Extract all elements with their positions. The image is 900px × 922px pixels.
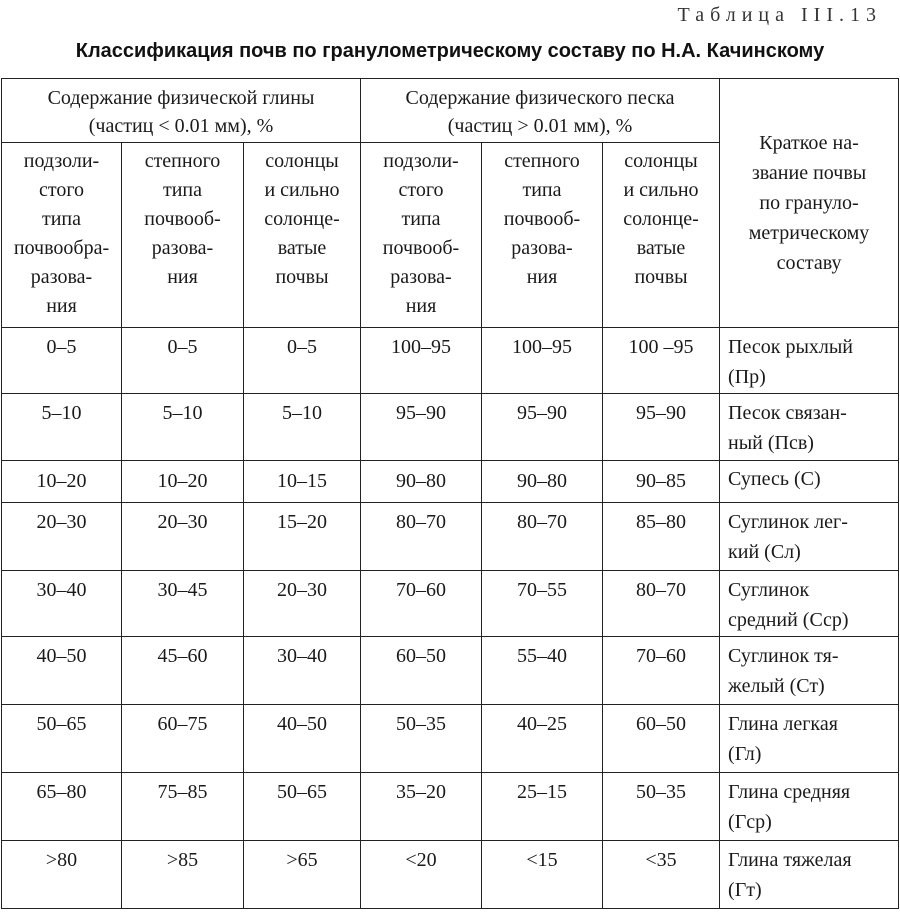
soil-name-line: средний (Сср) — [728, 609, 849, 631]
soil-name-header-line: составу — [776, 252, 842, 274]
header-line: ватые — [277, 237, 327, 259]
table-cell: 75–85 — [122, 773, 244, 841]
header-line: почвы — [634, 266, 688, 288]
table-cell: 10–20 — [122, 461, 244, 503]
soil-name-line: Супесь (С) — [728, 468, 821, 490]
table-cell: 0–5 — [2, 328, 122, 394]
soil-name-cell — [720, 637, 899, 705]
table-cell: 45–60 — [122, 637, 244, 705]
table-cell: 60–50 — [361, 637, 482, 705]
clay-group-header-line: Содержание физической глины — [47, 86, 315, 109]
table-cell: 90–80 — [482, 461, 603, 503]
sand-group-header-line: Содержание физического песка — [405, 86, 675, 109]
table-cell: 40–50 — [244, 705, 361, 773]
header-line: степного — [504, 150, 580, 172]
table-cell: 20–30 — [244, 571, 361, 637]
table-cell: <15 — [482, 841, 603, 909]
table-cell: 5–10 — [244, 394, 361, 461]
soil-name-line: Глина тяжелая — [728, 849, 852, 871]
header-line: типа — [401, 208, 441, 230]
table-cell: 0–5 — [122, 328, 244, 394]
table-cell: 95–90 — [603, 394, 720, 461]
soil-classification-table — [1, 78, 899, 909]
table-title: Классификация почв по гранулометрическому составу по Н.А. Качинскому — [75, 40, 825, 62]
table-cell: 10–20 — [2, 461, 122, 503]
soil-name-line: Суглинок тя- — [728, 645, 839, 667]
table-cell: 90–80 — [361, 461, 482, 503]
header-line: ватые — [636, 237, 686, 259]
soil-name-line: (Гт) — [728, 879, 762, 901]
table-row — [2, 773, 899, 841]
table-cell: 40–25 — [482, 705, 603, 773]
table-cell: 90–85 — [603, 461, 720, 503]
table-cell: 95–90 — [361, 394, 482, 461]
soil-name-line: кий (Сл) — [728, 541, 801, 563]
soil-name-line: (Гл) — [728, 743, 762, 765]
table-cell: 50–65 — [2, 705, 122, 773]
table-row — [2, 461, 899, 503]
header-line: ния — [526, 266, 558, 288]
header-line: ния — [167, 266, 198, 288]
header-line: степного — [144, 150, 221, 172]
header-line: почвы — [275, 266, 329, 288]
soil-name-cell — [720, 503, 899, 571]
soil-name-line: желый (Ст) — [728, 675, 825, 697]
header-line: подзоли- — [383, 150, 459, 172]
header-line: и сильно — [623, 179, 699, 201]
table-cell: >85 — [122, 841, 244, 909]
table-cell: 100–95 — [482, 328, 603, 394]
table-cell: 15–20 — [244, 503, 361, 571]
header-line: почвооб- — [503, 208, 581, 230]
header-line: стого — [398, 179, 444, 201]
soil-name-line: (Гср) — [728, 811, 772, 833]
soil-name-cell — [720, 773, 899, 841]
soil-name-cell — [720, 394, 899, 461]
table-row — [2, 705, 899, 773]
table-cell: 40–50 — [2, 637, 122, 705]
header-line: разова- — [30, 266, 93, 288]
table-row — [2, 503, 899, 571]
header-line: и сильно — [264, 179, 340, 201]
soil-name-header-line: звание почвы — [751, 162, 867, 184]
header-line: подзоли- — [23, 150, 100, 172]
table-cell: 60–50 — [603, 705, 720, 773]
header-line: разова- — [151, 237, 214, 259]
sand-solonetz-header — [603, 143, 720, 328]
soil-name-cell — [720, 328, 899, 394]
sand-podzolic-header — [361, 143, 482, 328]
clay-steppe-header — [122, 143, 244, 328]
header-line: солонце- — [264, 208, 340, 230]
soil-name-line: Песок рыхлый — [728, 336, 854, 358]
table-cell: 80–70 — [361, 503, 482, 571]
table-cell: <35 — [603, 841, 720, 909]
table-number-label: Таблица III.13 — [677, 4, 882, 26]
table-cell: 80–70 — [482, 503, 603, 571]
header-line: стого — [38, 179, 85, 201]
table-cell: 20–30 — [122, 503, 244, 571]
table-cell: 100 –95 — [603, 328, 720, 394]
table-cell: 100–95 — [361, 328, 482, 394]
soil-name-line: Глина легкая — [728, 713, 838, 735]
header-line: ния — [405, 295, 437, 317]
table-cell: 30–40 — [2, 571, 122, 637]
table-cell: 95–90 — [482, 394, 603, 461]
header-line: разова- — [390, 266, 452, 288]
table-cell: 50–35 — [361, 705, 482, 773]
table-cell: 25–15 — [482, 773, 603, 841]
table-cell: 0–5 — [244, 328, 361, 394]
header-line: типа — [162, 179, 203, 201]
table-cell: 5–10 — [122, 394, 244, 461]
header-line: почвооб- — [144, 208, 221, 230]
table-row — [2, 328, 899, 394]
table-cell: 65–80 — [2, 773, 122, 841]
table-cell: 5–10 — [2, 394, 122, 461]
clay-group-header — [2, 79, 361, 143]
table-cell: 85–80 — [603, 503, 720, 571]
table-cell: 70–60 — [361, 571, 482, 637]
soil-name-line: Суглинок — [728, 579, 810, 601]
table-row — [2, 394, 899, 461]
table-cell: 10–15 — [244, 461, 361, 503]
sand-steppe-header — [482, 143, 603, 328]
table-cell: >65 — [244, 841, 361, 909]
table-row — [2, 571, 899, 637]
soil-name-header-line: Краткое на- — [759, 132, 859, 154]
header-line: разова- — [511, 237, 573, 259]
header-line: типа — [522, 179, 562, 201]
table-cell: 55–40 — [482, 637, 603, 705]
clay-group-header-line: (частиц < 0.01 мм), % — [88, 114, 274, 137]
soil-name-cell — [720, 841, 899, 909]
header-line: ния — [46, 295, 77, 317]
soil-name-header — [720, 79, 899, 328]
header-line: почвообра- — [13, 237, 110, 259]
table-row — [2, 637, 899, 705]
soil-name-header-line: по грануло- — [759, 192, 859, 214]
table-cell: 50–65 — [244, 773, 361, 841]
table-cell: 30–40 — [244, 637, 361, 705]
header-line: солонцы — [624, 150, 698, 172]
table-row — [2, 841, 899, 909]
table-cell: 60–75 — [122, 705, 244, 773]
header-line: солонце- — [623, 208, 699, 230]
sand-group-header-line: (частиц > 0.01 мм), % — [447, 114, 633, 137]
table-cell: 80–70 — [603, 571, 720, 637]
header-line: типа — [41, 208, 82, 230]
table-cell: 20–30 — [2, 503, 122, 571]
soil-name-line: Суглинок лег- — [728, 511, 848, 533]
soil-name-cell — [720, 461, 899, 503]
table-cell: <20 — [361, 841, 482, 909]
table-cell: 70–55 — [482, 571, 603, 637]
soil-name-line: (Пр) — [728, 366, 766, 388]
soil-name-cell — [720, 571, 899, 637]
clay-solonetz-header — [244, 143, 361, 328]
header-line: почвооб- — [382, 237, 460, 259]
table-cell: 50–35 — [603, 773, 720, 841]
table-cell: 35–20 — [361, 773, 482, 841]
soil-name-cell — [720, 705, 899, 773]
soil-name-line: ный (Псв) — [728, 432, 814, 454]
soil-name-line: Песок связан- — [728, 402, 847, 424]
table-cell: 30–45 — [122, 571, 244, 637]
table-cell: >80 — [2, 841, 122, 909]
soil-name-line: Глина средняя — [728, 781, 851, 803]
soil-name-header-line: метрическому — [748, 222, 870, 244]
clay-podzolic-header — [2, 143, 122, 328]
table-cell: 70–60 — [603, 637, 720, 705]
header-line: солонцы — [265, 150, 339, 172]
sand-group-header — [361, 79, 720, 143]
